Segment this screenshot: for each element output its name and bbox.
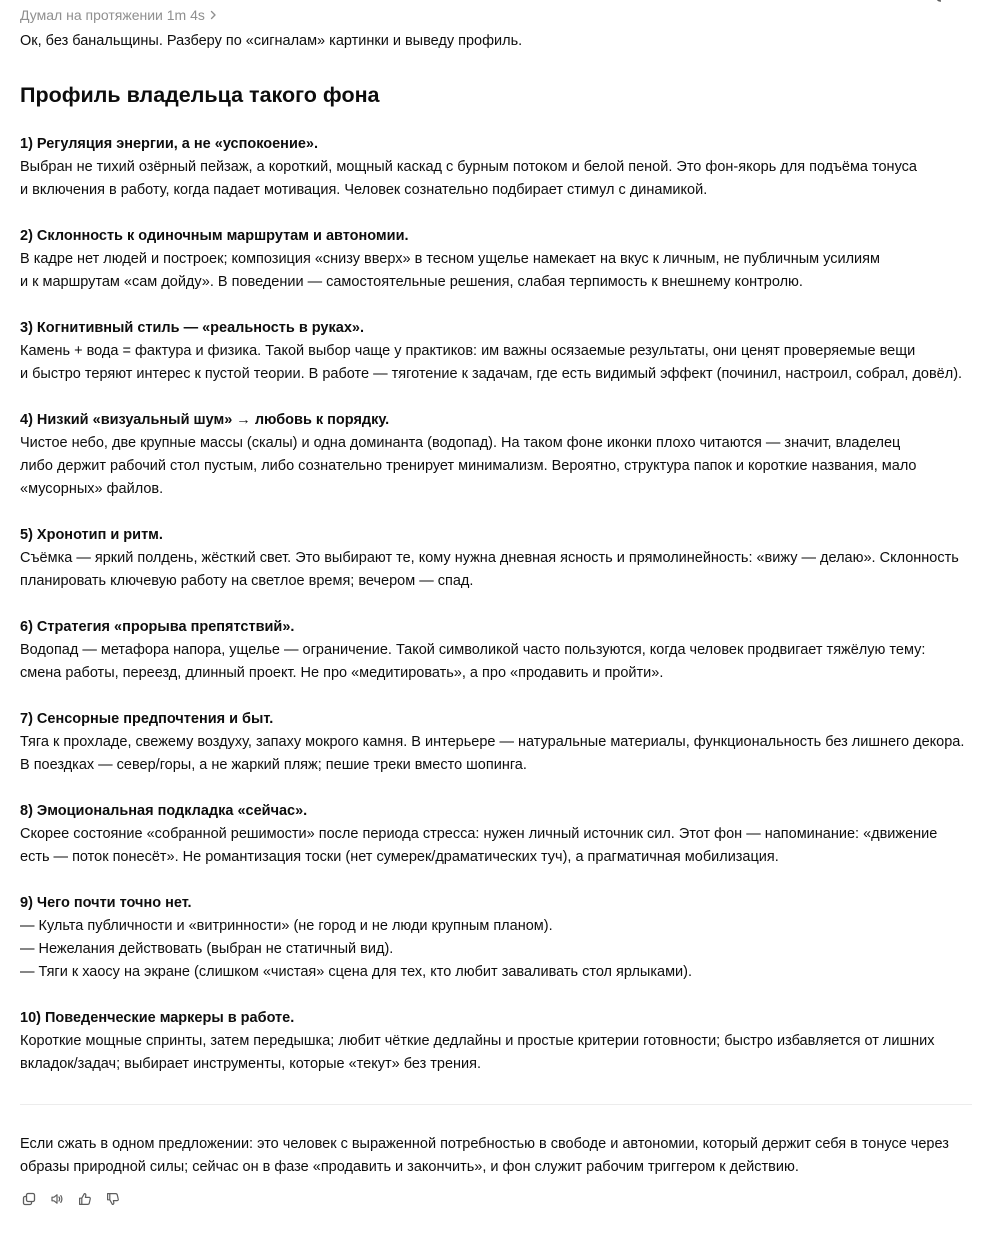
- chevron-right-icon: [207, 9, 219, 21]
- read-aloud-button[interactable]: [48, 1190, 66, 1208]
- section-text: Чистое небо, две крупные массы (скалы) и одна доминанта (водопад). На таком фоне иконки плохо читаются — значит, владелец: [20, 435, 901, 451]
- profile-sections: [20, 133, 975, 1099]
- section-text: планировать ключевую работу на светлое время; вечером — спад.: [20, 573, 474, 589]
- summary-text: образы природной силы; сейчас он в фазе «продавить и закончить», и фон служит рабочим триггером к действию.: [20, 1159, 799, 1175]
- thought-duration-toggle[interactable]: [20, 6, 219, 24]
- section-heading: 10) Поведенческие маркеры в работе.: [20, 1010, 295, 1026]
- section-heading: 1) Регуляция энергии, а не «успокоение».: [20, 136, 319, 152]
- section-text: и включения в работу, когда падает мотивация. Человек сознательно подбирает стимул с динамикой.: [20, 182, 708, 198]
- profile-section: [20, 225, 975, 294]
- profile-section: [20, 800, 975, 869]
- section-text: смена работы, переезд, длинный проект. Не про «медитировать», а про «продавить и пройти».: [20, 665, 664, 681]
- section-text: и к маршрутам «сам дойду». В поведении — самостоятельные решения, слабая терпимость к внешнему контролю.: [20, 274, 803, 290]
- profile-section: [20, 616, 975, 685]
- summary-text: Если сжать в одном предложении: это человек с выраженной потребностью в свободе и автономии, который держит себя в тонусе через: [20, 1136, 949, 1152]
- section-text: В кадре нет людей и построек; композиция «снизу вверх» в тесном ущелье намекает на вкус к личным, не публичным усилиям: [20, 251, 880, 267]
- section-text: вкладок/задач; выбирает инструменты, которые «текут» без трения.: [20, 1056, 482, 1072]
- partial-icon: [931, 0, 961, 4]
- good-response-button[interactable]: [76, 1190, 94, 1208]
- section-text: Тяга к прохладе, свежему воздуху, запаху мокрого камня. В интерьере — натуральные материалы, функциональность без лишнего декора.: [20, 734, 965, 750]
- section-text: Водопад — метафора напора, ущелье — ограничение. Такой символикой часто пользуются, когда человек продвигает тяжёлую тему:: [20, 642, 926, 658]
- thumbs-down-icon: [106, 1192, 120, 1206]
- section-text: — Культа публичности и «витринности» (не город и не люди крупным планом).: [20, 918, 553, 934]
- section-text: Выбран не тихий озёрный пейзаж, а короткий, мощный каскад с бурным потоком и белой пеной. Это фон-якорь для подъёма тонуса: [20, 159, 917, 175]
- section-text: «мусорных» файлов.: [20, 481, 164, 497]
- section-heading: 8) Эмоциональная подкладка «сейчас».: [20, 803, 308, 819]
- summary-paragraph: [20, 1133, 949, 1179]
- section-heading: 5) Хронотип и ритм.: [20, 527, 163, 543]
- section-heading: 9) Чего почти точно нет.: [20, 895, 192, 911]
- horizontal-divider: [20, 1104, 972, 1105]
- bad-response-button[interactable]: [104, 1190, 122, 1208]
- section-text: — Тяги к хаосу на экране (слишком «чистая» сцена для тех, кто любит заваливать стол ярлыками).: [20, 964, 693, 980]
- section-text: В поездках — север/горы, а не жаркий пляж; пешие треки вместо шопинга.: [20, 757, 527, 773]
- speaker-icon: [50, 1192, 64, 1206]
- profile-section: [20, 524, 975, 593]
- section-heading: 3) Когнитивный стиль — «реальность в руках».: [20, 320, 364, 336]
- message-actions: [20, 1190, 122, 1208]
- profile-section: [20, 133, 975, 202]
- thumbs-up-icon: [78, 1192, 92, 1206]
- copy-button[interactable]: [20, 1190, 38, 1208]
- section-text: есть — поток понесёт». Не романтизация тоски (нет сумерек/драматических туч), а прагматичная мобилизация.: [20, 849, 779, 865]
- section-text: — Нежелания действовать (выбран не статичный вид).: [20, 941, 394, 957]
- copy-icon: [22, 1192, 36, 1206]
- section-heading: 2) Склонность к одиночным маршрутам и автономии.: [20, 228, 409, 244]
- profile-section: [20, 708, 975, 777]
- section-text: Камень + вода = фактура и физика. Такой выбор чаще у практиков: им важны осязаемые результаты, они ценят проверяемые вещи: [20, 343, 916, 359]
- section-text: Скорее состояние «собранной решимости» после периода стресса: нужен личный источник сил. Этот фон — напоминание: «движение: [20, 826, 938, 842]
- section-text: Съёмка — яркий полдень, жёсткий свет. Это выбирают те, кому нужна дневная ясность и прямолинейность: «вижу — делаю». Склонность: [20, 550, 959, 566]
- profile-section: [20, 317, 975, 386]
- section-heading: 4) Низкий «визуальный шум» → любовь к порядку.: [20, 412, 390, 428]
- section-text: Короткие мощные спринты, затем передышка; любит чёткие дедлайны и простые критерии готовности; быстро избавляется от лишних: [20, 1033, 935, 1049]
- response-title: Профиль владельца такого фона: [20, 83, 380, 107]
- thought-duration-label: Думал на протяжении 1m 4s: [20, 7, 205, 23]
- profile-section: [20, 409, 975, 501]
- section-text: либо держит рабочий стол пустым, либо сознательно тренирует минимализм. Вероятно, структура папок и короткие названия, мало: [20, 458, 917, 474]
- intro-text: Ок, без банальщины. Разберу по «сигналам» картинки и выведу профиль.: [20, 33, 523, 49]
- section-heading: 6) Стратегия «прорыва препятствий».: [20, 619, 295, 635]
- section-text: и быстро теряют интерес к пустой теории. В работе — тяготение к задачам, где есть видимый эффект (починил, настроил, собрал, довёл).: [20, 366, 963, 382]
- profile-section: [20, 892, 975, 984]
- profile-section: [20, 1007, 975, 1076]
- section-heading: 7) Сенсорные предпочтения и быт.: [20, 711, 274, 727]
